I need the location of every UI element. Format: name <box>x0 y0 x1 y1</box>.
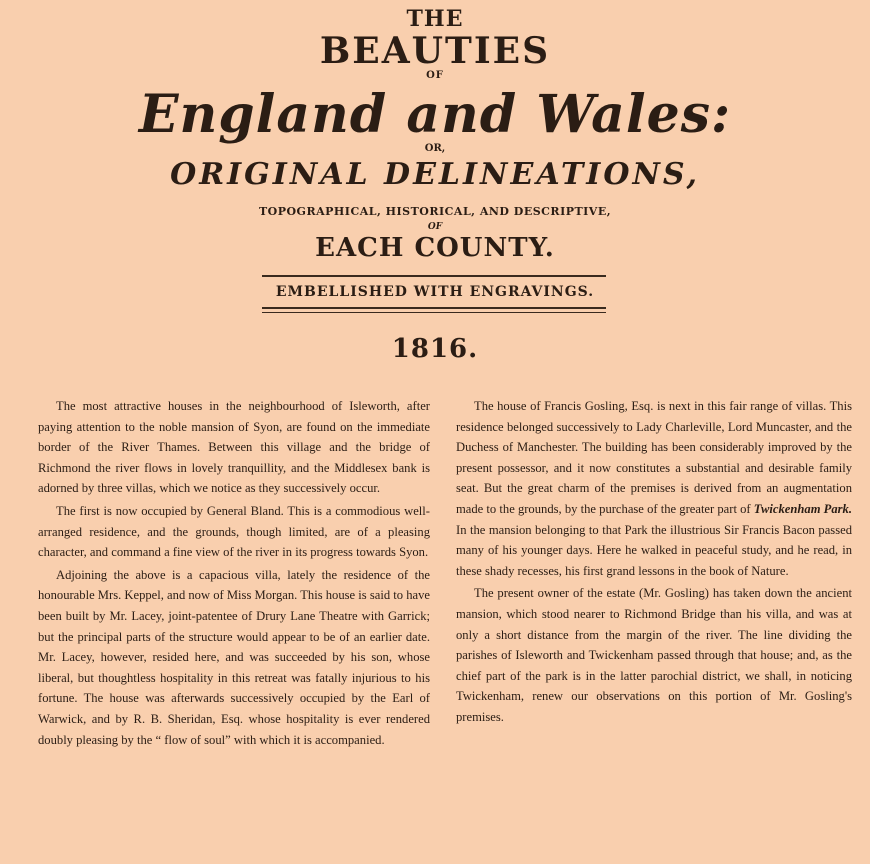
paragraph-text: In the mansion belonging to that Park the illustrious Sir Francis Bacon passed many of his younger days. Here he walked in peaceful study, and he read, in these shady recesses, his first grand lessons in the book of Nature. <box>456 522 852 578</box>
title-of: OF <box>426 70 444 81</box>
italic-place-name: Twickenham Park. <box>753 501 852 516</box>
paragraph: The most attractive houses in the neighbourhood of Isleworth, after paying attention to the noble mansion of Syon, are found on the immediate border of the River Thames. Between this village and the bridge of Richmond the river flows in lovely tranquillity, and the Middlesex bank is adorned by three villas, which we notice as they successively occur. <box>38 399 430 496</box>
publication-year: 1816. <box>391 334 479 364</box>
title-each-county: EACH COUNTY. <box>315 233 555 263</box>
title-beauties: BEAUTIES <box>319 30 551 72</box>
paragraph-text: The house of Francis Gosling, Esq. is next in this fair range of villas. This residence belonged successively to Lady Charleville, Lord Muncaster, and the Duchess of Manchester. The building has been considerably improved by the present possessor, and it now constitutes a substantial and desirable family seat. But the great charm of the premises is derived from an augmentation made to the grounds, by the purchase of the greater part of <box>456 399 852 516</box>
paragraph: The present owner of the estate (Mr. Gosling) has taken down the ancient mansion, which stood nearer to Richmond Bridge than his villa, and was at only a short distance from the margin of the river. The line dividing the parishes of Isleworth and Twickenham passed through that house; and, as the chief part of the park is in the latter parochial district, we shall, in noticing Twickenham, renew our observations on this portion of Mr. Gosling's premises. <box>456 586 852 724</box>
paragraph: The first is now occupied by General Bland. This is a commodious well-arranged residence, and the grounds, though limited, are of a pleasing character, and command a fine view of the river in its progress towards Syon. <box>38 503 430 560</box>
divider-bottom <box>262 307 606 309</box>
paragraph: Adjoining the above is a capacious villa, lately the residence of the honourable Mrs. Keppel, and now of Miss Morgan. This house is said to have been built by Mr. Lacey, joint-patentee of Drury Lane Theatre with Garrick; but the principal parts of the structure would appear to be of an earlier date. Mr. Lacey, however, resided here, and was succeeded by his son, whose liberal, but thoughtless hospitality in this retreat was fatally injurious to his fortune. The house was afterwards successively occupied by the Earl of Warwick, and by R. B. Sheridan, Esq. whose hospitality is ever rendered doubly pleasing by the “ flow of soul” with which it is accompanied. <box>38 567 430 747</box>
text-column-right <box>456 396 852 730</box>
text-column-left <box>38 396 430 752</box>
title-of-2: OF <box>427 222 443 232</box>
divider-top <box>262 275 606 277</box>
divider-bottom-thin <box>262 312 606 313</box>
title-topographical: TOPOGRAPHICAL, HISTORICAL, AND DESCRIPTIVE, <box>258 205 612 218</box>
title-main: England and Wales: <box>138 84 732 145</box>
title-embellished: EMBELLISHED WITH ENGRAVINGS. <box>275 284 595 300</box>
title-or: OR, <box>424 143 446 154</box>
title-original-delineations: ORIGINAL DELINEATIONS, <box>170 157 700 192</box>
title-the: THE <box>406 6 464 32</box>
paragraph <box>456 396 852 581</box>
